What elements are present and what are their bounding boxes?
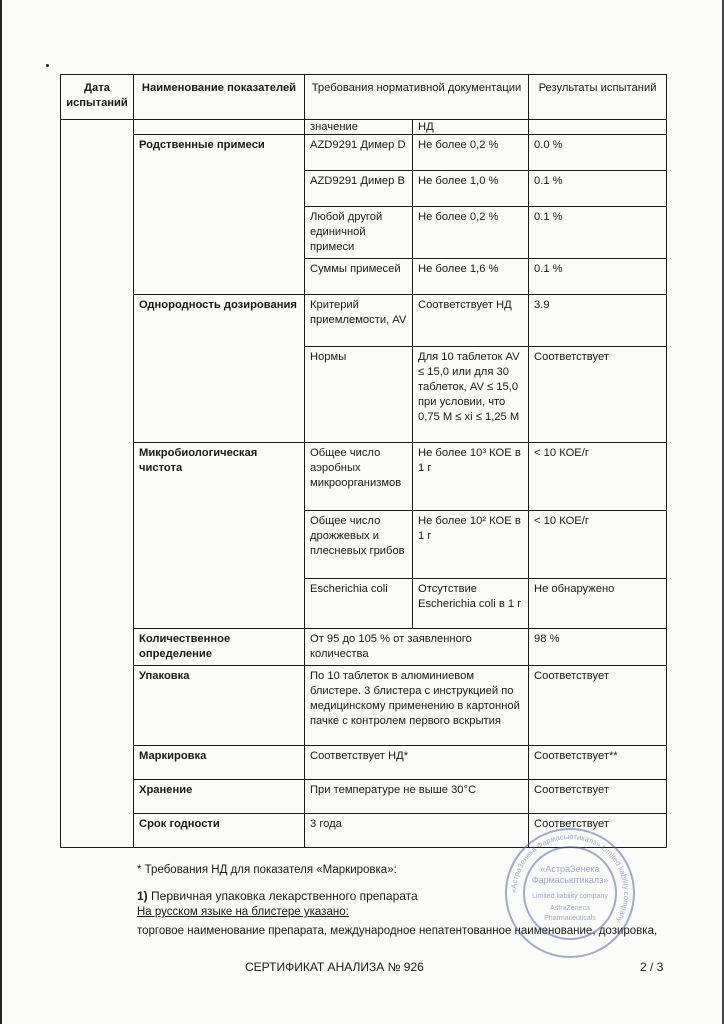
result-cell: Соответствует [529, 814, 667, 848]
table-row [61, 666, 667, 746]
indicator-cell: Маркировка [134, 746, 305, 780]
nd-cell: Не более 10² КОЕ в 1 г [413, 511, 529, 579]
stamp-line: Pharmaceuticals [544, 915, 596, 922]
table-row [61, 171, 667, 207]
stamp-line: Фармасьютикалз» [531, 875, 609, 885]
value-cell: AZD9291 Димер B [305, 171, 413, 207]
stamp-line: «АстраЗенека [540, 864, 600, 874]
indicator-cell [134, 579, 305, 629]
result-cell: 3.9 [529, 295, 667, 347]
value-cell: Суммы примесей [305, 259, 413, 295]
nd-cell: Не более 1,6 % [413, 259, 529, 295]
table-row [61, 629, 667, 666]
nd-cell: Соответствует НД [413, 295, 529, 347]
value-cell: Escherichia coli [305, 579, 413, 629]
stamp-ring-text: «АстраЗенека Фармасьютикалз» Limited liability company [508, 831, 632, 925]
value-cell: Критерий приемлемости, AV [305, 295, 413, 347]
result-cell: 0.1 % [529, 171, 667, 207]
table-row [61, 579, 667, 629]
header-requirements: Требования нормативной документации [305, 75, 529, 120]
header-indicator: Наименование показателей [134, 75, 305, 120]
scan-edge-left [0, 0, 2, 1024]
requirement-cell: При температуре не выше 30°С [305, 780, 529, 814]
table-row [61, 207, 667, 259]
table-row [61, 746, 667, 780]
nd-cell: Для 10 таблеток AV ≤ 15,0 или для 30 таблеток, AV ≤ 15,0 при условии, что 0,75 M ≤ xi ≤ 1,25 M [413, 347, 529, 443]
indicator-cell [134, 259, 305, 295]
table-row [61, 295, 667, 347]
value-cell: Нормы [305, 347, 413, 443]
value-cell: Любой другой единичной примеси [305, 207, 413, 259]
value-cell: Общее число аэробных микроорганизмов [305, 443, 413, 511]
indicator-cell [134, 347, 305, 443]
table-row [61, 135, 667, 171]
analysis-table [60, 74, 667, 848]
subheader-row [61, 120, 667, 135]
indicator-cell [134, 171, 305, 207]
nd-cell: Не более 0,2 % [413, 207, 529, 259]
section-1-title: Первичная упаковка лекарственного препарата [151, 889, 418, 903]
indicator-cell: Упаковка [134, 666, 305, 746]
scan-dot [46, 64, 49, 67]
nd-cell: Отсутствие Escherichia coli в 1 г [413, 579, 529, 629]
result-cell: 0.1 % [529, 259, 667, 295]
indicator-cell: Срок годности [134, 814, 305, 848]
table-row [61, 259, 667, 295]
indicator-cell [134, 511, 305, 579]
table-row [61, 780, 667, 814]
result-cell: 98 % [529, 629, 667, 666]
result-cell: Соответствует [529, 347, 667, 443]
subheader-value: значение [305, 120, 413, 135]
result-cell: 0.0 % [529, 135, 667, 171]
requirement-cell: 3 года [305, 814, 529, 848]
requirement-cell: Соответствует НД* [305, 746, 529, 780]
subheader-nd: НД [413, 120, 529, 135]
result-cell: < 10 КОЕ/г [529, 511, 667, 579]
stamp-line: Limited liability company [532, 893, 608, 900]
indicator-cell: Количественное определение [134, 629, 305, 666]
result-cell: 0.1 % [529, 207, 667, 259]
header-date: Дата испытаний [61, 75, 134, 120]
certificate-title: СЕРТИФИКАТ АНАЛИЗА № 926 [245, 960, 424, 974]
result-cell: < 10 КОЕ/г [529, 443, 667, 511]
stamp-line: AstraZeneca [550, 905, 590, 912]
page-number: 2 / 3 [640, 960, 664, 974]
date-cell [61, 120, 134, 848]
company-stamp-icon [503, 826, 637, 960]
section-1-text: торговое наименование препарата, международное непатентованное наименование, дозировка, [137, 925, 658, 937]
indicator-cell: Хранение [134, 780, 305, 814]
indicator-cell [134, 207, 305, 259]
value-cell: AZD9291 Димер D [305, 135, 413, 171]
footnote: * Требования НД для показателя «Маркировка»: [137, 864, 397, 876]
section-1-subheading: На русском языке на блистере указано: [137, 906, 349, 918]
header-results: Результаты испытаний [529, 75, 667, 120]
table-row [61, 511, 667, 579]
table-row [61, 347, 667, 443]
nd-cell: Не более 1,0 % [413, 171, 529, 207]
requirement-cell: По 10 таблеток в алюминиевом блистере. 3 блистера с инструкцией по медицинскому применению в картонной пачке с контролем первого вскрытия [305, 666, 529, 746]
indicator-cell: Однородность дозирования [134, 295, 305, 347]
result-cell: Соответствует [529, 666, 667, 746]
result-cell: Не обнаружено [529, 579, 667, 629]
result-cell: Соответствует [529, 780, 667, 814]
subheader-empty-result [529, 120, 667, 135]
nd-cell: Не более 10³ КОЕ в 1 г [413, 443, 529, 511]
value-cell: Общее число дрожжевых и плесневых грибов [305, 511, 413, 579]
requirement-cell: От 95 до 105 % от заявленного количества [305, 629, 529, 666]
subheader-empty [134, 120, 305, 135]
result-cell: Соответствует** [529, 746, 667, 780]
indicator-cell: Микробиологическая чистота [134, 443, 305, 511]
table-row [61, 443, 667, 511]
indicator-cell: Родственные примеси [134, 135, 305, 171]
nd-cell: Не более 0,2 % [413, 135, 529, 171]
header-row [61, 75, 667, 120]
section-1-heading [137, 889, 418, 903]
section-1-number: 1) [137, 889, 148, 903]
